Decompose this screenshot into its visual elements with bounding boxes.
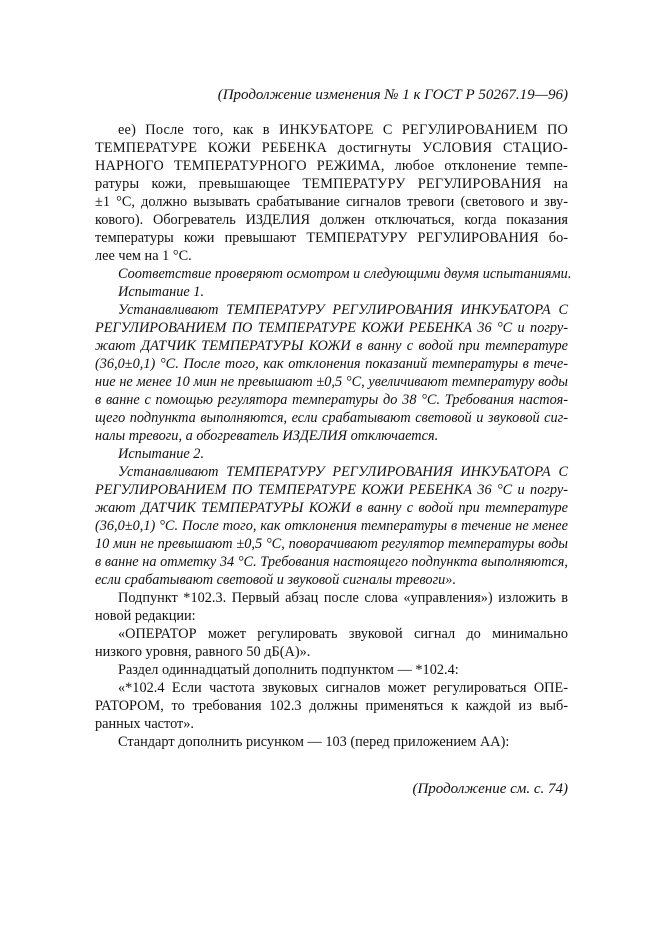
text-line: новой редакции: bbox=[95, 608, 196, 624]
text-line: щего подпункта выполняются, если срабатывают световой и звуковой сиг- bbox=[95, 410, 568, 426]
text-line: жают ДАТЧИК ТЕМПЕРАТУРЫ КОЖИ в ванну с водой при температуре bbox=[95, 338, 568, 354]
text-line: в ванне на отметку 34 °С. Требования настоящего подпункта выполняются, bbox=[95, 554, 568, 570]
text-line: ТЕМПЕРАТУРЕ КОЖИ РЕБЕНКА достигнуты УСЛОВИЯ СТАЦИО- bbox=[95, 140, 568, 156]
text-line: температуры кожи превышают ТЕМПЕРАТУРУ РЕГУЛИРОВАНИЯ бо- bbox=[95, 230, 568, 246]
text-line: ее) После того, как в ИНКУБАТОРЕ С РЕГУЛИРОВАНИЕМ ПО bbox=[118, 122, 568, 138]
text-line: ранных частот». bbox=[95, 716, 194, 732]
text-line: РЕГУЛИРОВАНИЕМ ПО ТЕМПЕРАТУРЕ КОЖИ РЕБЕНКА 36 °С и погру- bbox=[95, 482, 568, 498]
text-line: ние не менее 10 мин не превышают ±0,5 °С, увеличивают температуру воды bbox=[95, 374, 568, 390]
text-line: 10 мин не превышают ±0,5 °С, поворачивают регулятор температуры воды bbox=[95, 536, 568, 552]
text-line: налы тревоги, а обогреватель ИЗДЕЛИЯ отключается. bbox=[95, 428, 439, 444]
text-line: Устанавливают ТЕМПЕРАТУРУ РЕГУЛИРОВАНИЯ ИНКУБАТОРА С bbox=[118, 464, 568, 480]
text-line: РЕГУЛИРОВАНИЕМ ПО ТЕМПЕРАТУРЕ КОЖИ РЕБЕНКА 36 °С и погру- bbox=[95, 320, 568, 336]
text-line: НАРНОГО ТЕМПЕРАТУРНОГО РЕЖИМА, любое отклонение темпе- bbox=[95, 158, 568, 174]
text-line: Устанавливают ТЕМПЕРАТУРУ РЕГУЛИРОВАНИЯ ИНКУБАТОРА С bbox=[118, 302, 568, 318]
page-footer: (Продолжение см. с. 74) bbox=[412, 781, 568, 797]
text-line: Подпункт *102.3. Первый абзац после слова «управления») изложить в bbox=[118, 590, 568, 606]
text-line: Соответствие проверяют осмотром и следующими двумя испытаниями. bbox=[118, 266, 572, 282]
text-line: РАТОРОМ, то требования 102.3 должны применяться к каждой из выб- bbox=[95, 698, 568, 714]
text-line: (36,0±0,1) °С. После того, как отклонения показаний температуры в тече- bbox=[95, 356, 568, 372]
text-line: низкого уровня, равного 50 дБ(А)». bbox=[95, 644, 311, 660]
text-line: жают ДАТЧИК ТЕМПЕРАТУРЫ КОЖИ в ванну с водой при температуре bbox=[95, 500, 568, 516]
text-line: «*102.4 Если частота звуковых сигналов может регулироваться ОПЕ- bbox=[118, 680, 568, 696]
text-line: ±1 °С, должно вызывать срабатывание сигналов тревоги (светового и зву- bbox=[95, 194, 568, 210]
text-line: кового). Обогреватель ИЗДЕЛИЯ должен отключаться, когда показания bbox=[95, 212, 568, 228]
text-line: «ОПЕРАТОР может регулировать звуковой сигнал до минимально bbox=[118, 626, 568, 642]
text-line: Стандарт дополнить рисунком — 103 (перед приложением АА): bbox=[118, 734, 510, 750]
text-line: Раздел одиннадцатый дополнить подпунктом — *102.4: bbox=[118, 662, 459, 678]
text-line: ратуры кожи, превышающее ТЕМПЕРАТУРУ РЕГУЛИРОВАНИЯ на bbox=[95, 176, 568, 192]
text-line: Испытание 2. bbox=[118, 446, 205, 462]
text-line: (36,0±0,1) °С. После того, как отклонения температуры в течение не менее bbox=[95, 518, 568, 534]
page-header: (Продолжение изменения № 1 к ГОСТ Р 50267.19—96) bbox=[217, 87, 568, 103]
text-line: Испытание 1. bbox=[118, 284, 205, 300]
text-line: в ванне с помощью регулятора температуры до 38 °С. Требования настоя- bbox=[95, 392, 568, 408]
text-line: если срабатывают световой и звуковой сигналы тревоги». bbox=[95, 572, 457, 588]
text-line: лее чем на 1 °С. bbox=[95, 248, 192, 264]
